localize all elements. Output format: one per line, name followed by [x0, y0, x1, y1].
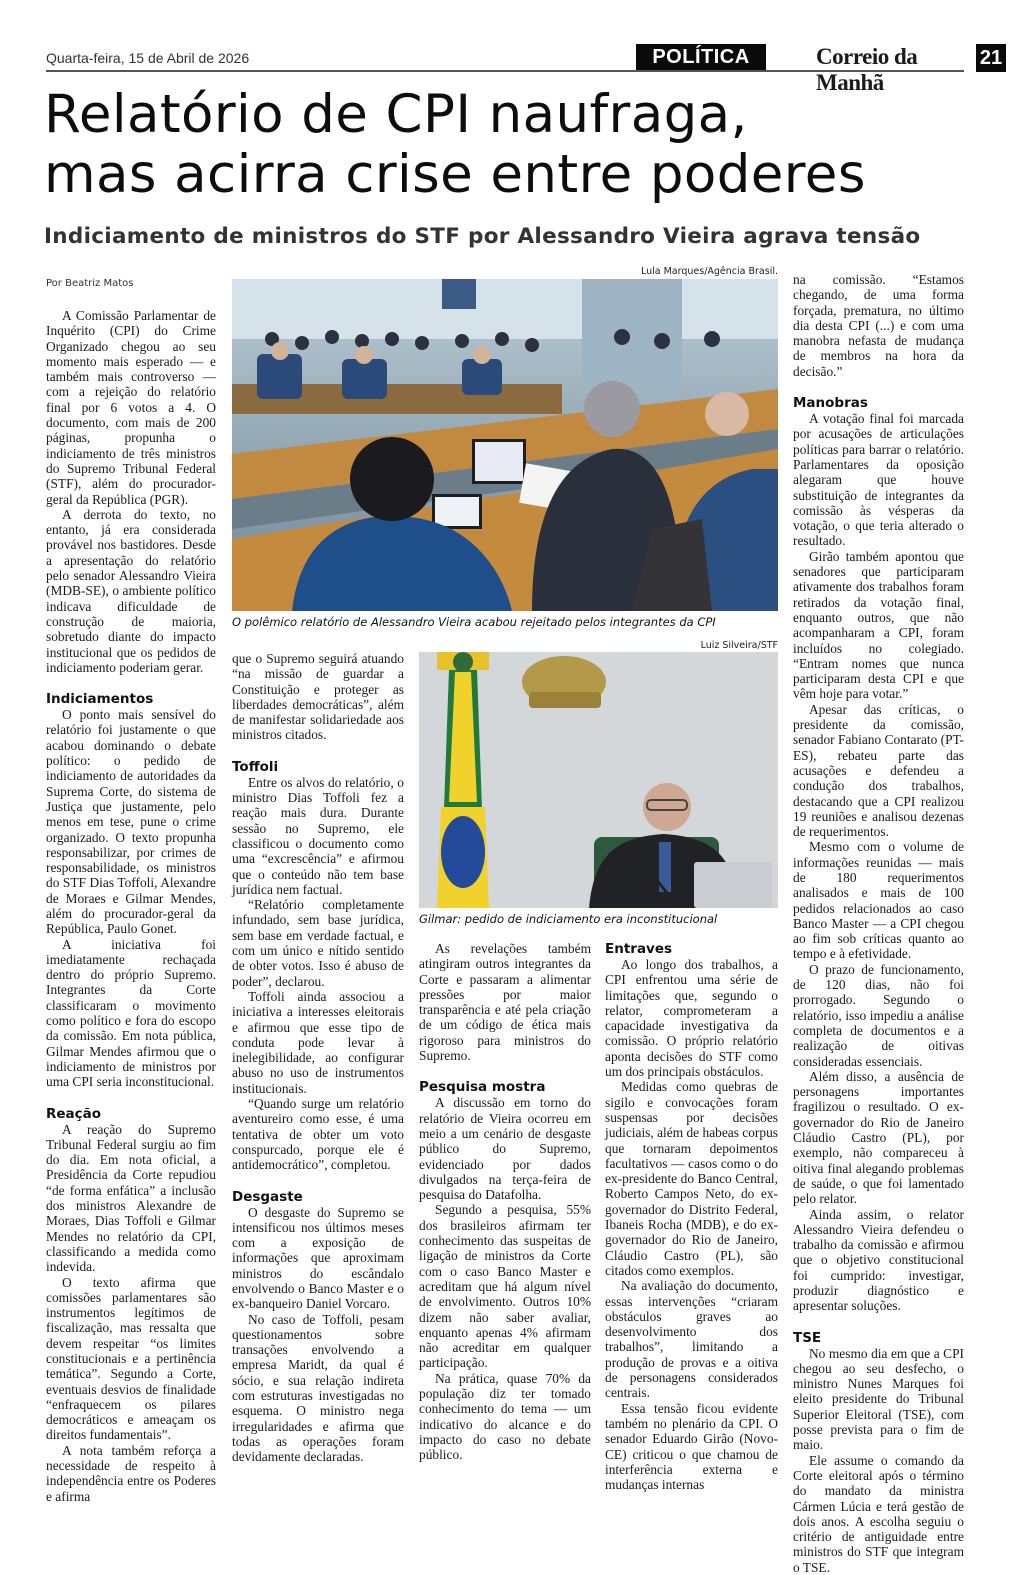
paragraph: A derrota do texto, no entanto, já era considerada provável nos bastidores. Desde a apresentação do relatório pelo senador Alessandro Vieira (MDB-SE), o ambiente político indicava dificuldade de construção de maioria, sobretudo diante do impacto institucional que os pedidos de indiciamento poderiam gerar.: [46, 506, 216, 675]
paragraph: Na prática, quase 70% da população diz ter tomado conhecimento do tema — um indicativo do alcance e do impacto do caso no debate público.: [419, 1370, 591, 1463]
newspaper-logo: Correio da Manhã: [816, 44, 918, 95]
paragraph: “Quando surge um relatório aventureiro como esse, é uma tentativa de obter um voto conspurcado, porque ele é antidemocrático”, completou.: [232, 1096, 404, 1173]
committee-session-photo: [232, 279, 778, 611]
paragraph: que o Supremo seguirá atuando “na missão de guardar a Constituição e proteger as liberdades democráticas”, além de manifestar solidariedade aos ministros citados.: [232, 651, 404, 743]
paragraph: Mesmo com o volume de informações reunidas — mais de 180 requerimentos analisados e mais de 100 pedidos relacionados ao caso Banco Master — a CPI chegou ao fim sob críticas quanto ao tempo e à efetividade.: [793, 839, 964, 962]
headline-line-1: Relatório de CPI naufraga,: [44, 84, 748, 145]
subheadline: Indiciamento de ministros do STF por Alessandro Vieira agrava tensão: [44, 224, 921, 249]
section-heading-entraves: Entraves: [605, 941, 673, 957]
paragraph: No caso de Toffoli, pesam questionamentos sobre transações envolvendo a empresa Maridt, da qual é sócio, e sua relação indireta com estruturas investigadas no esquema. O ministro nega irregularidades e afirma que todas as operações foram devidamente declaradas.: [232, 1311, 404, 1465]
gilmar-mendes-photo: [419, 652, 778, 908]
paragraph: A nota também reforça a necessidade de respeito à independência entre os Poderes e afirma: [46, 1442, 216, 1504]
byline: Por Beatriz Matos: [46, 278, 134, 289]
photo-credit-2: Luiz Silveira/STF: [700, 640, 778, 651]
masthead: [46, 44, 1003, 95]
paragraph: Na avaliação do documento, essas intervenções “criaram obstáculos graves ao desenvolvimento dos trabalhos”, limitando a produção de provas e a oitiva de personagens considerados centrais.: [605, 1278, 778, 1401]
paragraph: Medidas como quebras de sigilo e convocações foram suspensas por decisões judiciais, além de habeas corpus que tornaram depoimentos facultativos — casos como o do ex-presidente do Banco Central, Roberto Campos Neto, do ex-governador do Distrito Federal, Ibaneis Rocha (MDB), e do ex-governador do Rio de Janeiro, Cláudio Castro (PL), são citados como exemplos.: [605, 1079, 778, 1278]
paragraph: O ponto mais sensível do relatório foi justamente o que acabou dominando o debate político: o pedido de indiciamento de autoridades da Suprema Corte, do sistema de Justiça que justamente, pelo menos em tese, pune o crime organizado. O texto propunha responsabilizar, por crimes de responsabilidade, os ministros do STF Dias Toffoli, Alexandre de Moraes e Gilmar Mendes, além do procurador-geral da República, Paulo Gonet.: [46, 707, 216, 937]
photo-caption-2: Gilmar: pedido de indiciamento era inconstitucional: [419, 912, 718, 926]
paragraph: Girão também apontou que senadores que participaram ativamente dos trabalhos foram retirados da votação final, enquanto outros, que não acompanharam a CPI, foram incluídos no colegiado. “Entram nomes que nunca participaram desta CPI e que vêm hoje para votar.”: [793, 548, 964, 702]
section-tag: POLÍTICA: [636, 44, 766, 70]
page-number: 21: [976, 44, 1006, 72]
paragraph: No mesmo dia em que a CPI chegou ao seu desfecho, o ministro Nunes Marques foi eleito presidente do Tribunal Superior Eleitoral (TSE), com posse prevista para o fim de maio.: [793, 1345, 964, 1453]
paragraph: Além disso, a ausência de personagens importantes fragilizou o resultado. O ex-governador do Rio de Janeiro Cláudio Castro (PL), por exemplo, não compareceu à oitiva final alegando problemas de saúde, o que foi lamentado pelo relator.: [793, 1068, 964, 1207]
section-heading-toffoli: Toffoli: [232, 758, 279, 775]
paragraph: A discussão em torno do relatório de Vieira ocorreu em meio a um cenário de desgaste público do Supremo, evidenciado por dados divulgados na terça-feira de pesquisa do Datafolha.: [419, 1095, 591, 1203]
headline: [44, 85, 964, 205]
article-column-3: [419, 941, 591, 1463]
photo-credit-1: Lula Marques/Agência Brasil.: [640, 266, 778, 277]
paragraph: A iniciativa foi imediatamente rechaçada dentro do próprio Supremo. Integrantes da Corte classificaram o movimento como político e fora do escopo da comissão. Em nota pública, Gilmar Mendes afirmou que o indiciamento de ministros por uma CPI seria inconstitucional.: [46, 936, 216, 1090]
section-heading-manobras: Manobras: [793, 395, 868, 412]
section-heading-reacao: Reação: [46, 1105, 102, 1122]
paragraph: O texto afirma que comissões parlamentares são instrumentos legítimos de fiscalização, mas ressalta que devem respeitar “os limites constitucionais e a pertinência temática”. Segundo a Corte, eventuais desvios de finalidade “enfraquecem os pilares democráticos e ameaçam os direitos fundamentais”.: [46, 1274, 216, 1443]
paragraph: Apesar das críticas, o presidente da comissão, senador Fabiano Contarato (PT-ES), rebateu parte das acusações e defendeu a condução dos trabalhos, destacando que a CPI realizou 19 reuniões e analisou dezenas de requerimentos.: [793, 701, 964, 840]
photo-caption-1: O polêmico relatório de Alessandro Vieira acabou rejeitado pelos integrantes da CPI: [232, 615, 716, 629]
paragraph: O desgaste do Supremo se intensificou nos últimos meses com a exposição de informações que aproximam ministros do escândalo envolvendo o Banco Master e o ex-banqueiro Daniel Vorcaro.: [232, 1204, 404, 1312]
paragraph: A reação do Supremo Tribunal Federal surgiu ao fim do dia. Em nota oficial, a Presidência da Corte repudiou “de forma enfática” a inclusão dos ministros Alexandre de Moraes, Dias Toffoli e Gilmar Mendes no relatório da CPI, classificando a medida como indevida.: [46, 1121, 216, 1275]
section-heading-indiciamentos: Indiciamentos: [46, 691, 154, 708]
paragraph: Essa tensão ficou evidente também no plenário da CPI. O senador Eduardo Girão (Novo-CE) criticou o que chamou de interferência externa e mudanças internas: [605, 1400, 778, 1493]
paragraph: na comissão. “Estamos chegando, de uma forma forçada, prematura, no último dia desta CPI (...) e com uma manobra nefasta de mudança de membros na hora da decisão.”: [793, 272, 964, 379]
paragraph: As revelações também atingiram outros integrantes da Corte e passaram a alimentar pressões por maior transparência e até pela criação de um código de ética mais rigoroso para ministros do Supremo.: [419, 941, 591, 1064]
headline-line-2: mas acirra crise entre poderes: [44, 144, 866, 205]
stf-bench-illustration: [419, 652, 778, 908]
paragraph: Ainda assim, o relator Alessandro Vieira defendeu o trabalho da comissão e afirmou que o objetivo constitucional foi cumprido: investigar, produzir diagnóstico e apresentar soluções.: [793, 1206, 964, 1314]
section-heading-pesquisa-mostra: Pesquisa mostra: [419, 1079, 546, 1096]
article-column-2: [232, 651, 404, 1465]
paragraph: Ele assume o comando da Corte eleitoral após o término do mandato da ministra Cármen Lúcia e terá gestão de dois anos. A escolha seguiu o critério de antiguidade entre ministros do STF que integram o TSE.: [793, 1452, 964, 1575]
issue-date: Quarta-feira, 15 de Abril de 2026: [46, 50, 250, 66]
committee-session-illustration: [232, 279, 778, 611]
paragraph: “Relatório completamente infundado, sem base jurídica, sem base em verdade factual, e com um único e nítido sentido de obter votos. Isso é abuso de poder”, declarou.: [232, 897, 404, 989]
paragraph: A Comissão Parlamentar de Inquérito (CPI) do Crime Organizado chegou ao seu momento mais esperado — e também mais controverso — com a rejeição do relatório final por 6 votos a 4. O documento, com mais de 200 páginas, propunha o indiciamento de três ministros do Supremo Tribunal Federal (STF), além do procurador-geral da República (PGR).: [46, 308, 216, 507]
article-column-4: [605, 941, 778, 1492]
paragraph: A votação final foi marcada por acusações de articulações políticas para barrar o relatório. Parlamentares da oposição alegaram que houve substituição de integrantes da comissão às vésperas da votação, o que teria alterado o resultado.: [793, 411, 964, 549]
section-heading-desgaste: Desgaste: [232, 1188, 303, 1205]
paragraph: O prazo de funcionamento, de 120 dias, não foi prorrogado. Segundo o relatório, isso impediu a análise completa de documentos e a realização de oitivas consideradas essenciais.: [793, 961, 964, 1069]
paragraph: Segundo a pesquisa, 55% dos brasileiros afirmam ter conhecimento das suspeitas de ligação de ministros da Corte com o caso Banco Master e acreditam que há algum nível de envolvimento. Outros 10% dizem não saber avaliar, enquanto apenas 4% afirmam não acreditar em qualquer participação.: [419, 1202, 591, 1371]
coat-of-arms: [522, 656, 606, 708]
paragraph: Ao longo dos trabalhos, a CPI enfrentou uma série de limitações que, segundo o relator, comprometeram a capacidade investigativa da comissão. O próprio relatório aponta decisões do STF como um dos principais obstáculos.: [605, 957, 778, 1080]
section-heading-tse: TSE: [793, 1329, 822, 1346]
article-column-1: [46, 308, 216, 1504]
paragraph: Toffoli ainda associou a iniciativa a interesses eleitorais e afirmou que esse tipo de conduta pode levar à inelegibilidade, ao configurar abuso no uso de instrumentos institucionais.: [232, 988, 404, 1096]
article-column-5: [793, 272, 964, 1575]
paragraph: Entre os alvos do relatório, o ministro Dias Toffoli fez a reação mais dura. Durante sessão no Supremo, ele classificou o documento como uma “excrescência” e afirmou que o conteúdo não tem base jurídica nem factual.: [232, 774, 404, 897]
